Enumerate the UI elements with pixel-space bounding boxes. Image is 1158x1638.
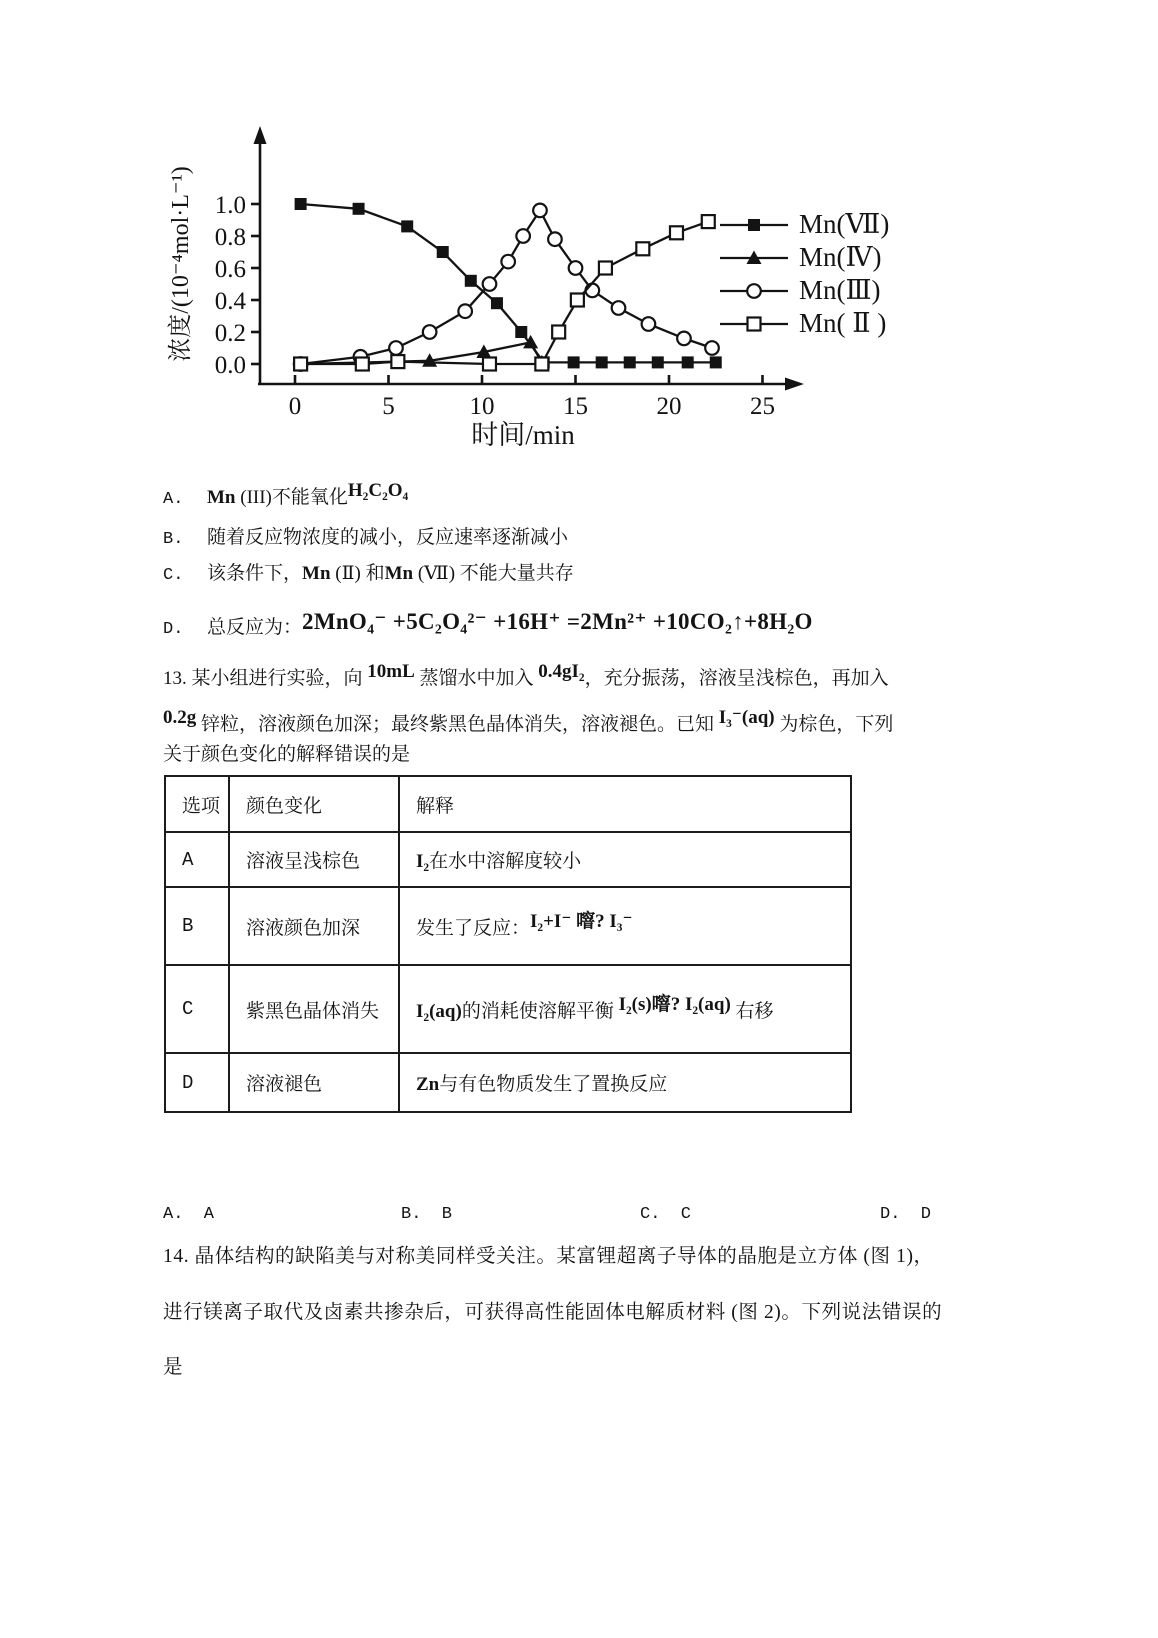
header-option: 选项 — [165, 776, 229, 832]
table-row-c — [165, 965, 851, 1053]
q12-option-a — [163, 482, 408, 509]
option-text: 随着反应物浓度的减小，反应速率逐渐减小 — [207, 527, 569, 548]
option-label: D. — [163, 620, 184, 639]
table-header-row — [165, 776, 851, 832]
y-axis-label: 浓度/(10⁻⁴mol·L⁻¹) — [168, 166, 194, 362]
row-explain: 发生了反应：I₂+I⁻ 噾? I₃⁻ — [399, 887, 851, 965]
option-text: 总反应为：2MnO₄⁻ +5C₂O₄²⁻ +16H⁺ =2Mn²⁺ +10CO₂↑+8H₂O — [207, 609, 813, 638]
option-label: A. — [163, 490, 184, 509]
series-mn-vii — [295, 198, 722, 368]
row-option: D — [165, 1053, 229, 1112]
row-option: C — [165, 965, 229, 1053]
table-row-d — [165, 1053, 851, 1112]
legend-item-mn-iii — [718, 274, 889, 307]
legend-label: Mn( Ⅱ ) — [799, 308, 887, 338]
legend-item-mn-ii — [718, 307, 889, 340]
q13-stem-line-1: 13. 某小组进行实验，向 10mL 蒸馏水中加入 0.4gI₂，充分振荡，溶液呈浅棕色，再加入 — [163, 661, 889, 689]
svg-text:0.0: 0.0 — [214, 352, 246, 379]
row-explain: I₂(aq)的消耗使溶解平衡 I₂(s)噾? I₂(aq) 右移 — [399, 965, 851, 1053]
q13-stem-line-2: 0.2g 锌粒，溶液颜色加深；最终紫黑色晶体消失，溶液褪色。已知 I₃⁻(aq) 为棕色，下列 — [163, 707, 894, 735]
row-explain: Zn与有色物质发生了置换反应 — [399, 1053, 851, 1112]
svg-text:0.4: 0.4 — [214, 288, 246, 315]
filled-triangle-icon — [718, 246, 790, 270]
legend-item-mn-iv — [718, 241, 889, 274]
open-square-icon — [718, 312, 790, 336]
svg-text:10: 10 — [469, 393, 495, 420]
legend-label: Mn(Ⅲ) — [799, 275, 881, 305]
row-change: 紫黑色晶体消失 — [229, 965, 399, 1053]
svg-text:0.6: 0.6 — [214, 256, 246, 283]
q12-option-c — [163, 558, 574, 585]
svg-text:15: 15 — [563, 393, 588, 420]
header-explanation: 解释 — [399, 776, 851, 832]
filled-square-icon — [718, 213, 790, 237]
q13-table — [164, 775, 852, 1113]
answer-d: D. D — [880, 1205, 932, 1224]
chart-legend — [718, 208, 889, 340]
svg-text:5: 5 — [382, 393, 395, 420]
q13-answer-row — [163, 1205, 1043, 1231]
svg-text:20: 20 — [656, 393, 682, 420]
row-explain: I₂在水中溶解度较小 — [399, 832, 851, 887]
table-row-b — [165, 887, 851, 965]
table-row-a — [165, 832, 851, 887]
q12-option-b — [163, 522, 568, 549]
row-change: 溶液褪色 — [229, 1053, 399, 1112]
q12-option-d — [163, 609, 813, 639]
option-label: B. — [163, 530, 184, 549]
row-option: B — [165, 887, 229, 965]
answer-c: C. C — [640, 1205, 692, 1224]
option-text: 该条件下，Mn (Ⅱ) 和Mn (Ⅶ) 不能大量共存 — [207, 563, 574, 584]
answer-b: B. B — [401, 1205, 453, 1224]
header-color-change: 颜色变化 — [229, 776, 399, 832]
q14-stem-line-1: 14. 晶体结构的缺陷美与对称美同样受关注。某富锂超离子导体的晶胞是立方体 (图 1)， — [163, 1246, 934, 1267]
q14-stem-line-2: 进行镁离子取代及卤素共掺杂后，可获得高性能固体电解质材料 (图 2)。下列说法错误的 — [163, 1302, 943, 1323]
svg-text:0.2: 0.2 — [214, 320, 246, 347]
answer-a: A. A — [163, 1205, 215, 1224]
open-circle-icon — [718, 279, 790, 303]
series-mn-iii — [294, 204, 719, 371]
row-option: A — [165, 832, 229, 887]
legend-item-mn-vii — [718, 208, 889, 241]
legend-label: Mn(Ⅶ) — [799, 209, 890, 239]
chart-block — [158, 114, 1038, 459]
svg-text:25: 25 — [750, 393, 775, 420]
svg-text:0.8: 0.8 — [214, 224, 246, 251]
svg-text:0: 0 — [288, 393, 302, 420]
x-axis-label: 时间/min — [471, 420, 575, 450]
q13-stem-line-3: 关于颜色变化的解释错误的是 — [163, 744, 411, 765]
legend-label: Mn(Ⅳ) — [799, 242, 882, 272]
row-change: 溶液呈浅棕色 — [229, 832, 399, 887]
option-label: C. — [163, 566, 184, 585]
row-change: 溶液颜色加深 — [229, 887, 399, 965]
option-text: Mn (III)不能氧化H₂C₂O₄ — [207, 480, 409, 508]
svg-text:1.0: 1.0 — [214, 192, 246, 219]
q14-stem-line-3: 是 — [163, 1357, 184, 1378]
